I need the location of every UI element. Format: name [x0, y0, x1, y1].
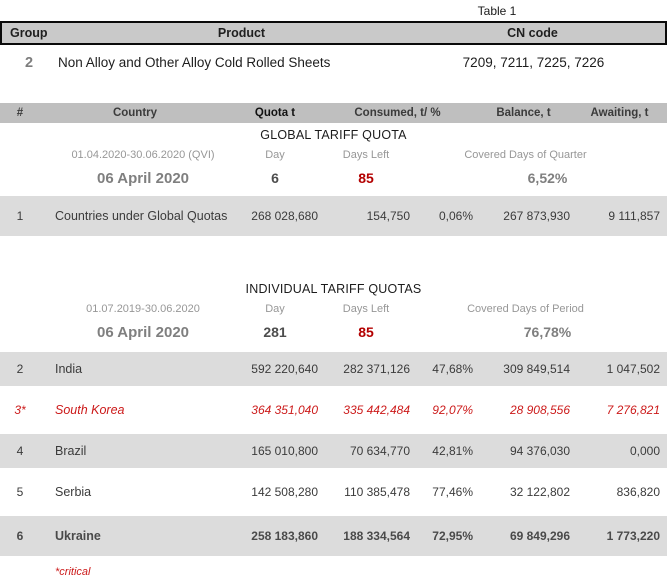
cell-balance: 28 908,556 — [509, 403, 570, 417]
cell-quota: 258 183,860 — [251, 529, 318, 543]
critical-footnote: *critical — [55, 566, 91, 578]
cell-awaiting: 1 047,502 — [606, 362, 660, 376]
cell-balance: 309 849,514 — [503, 362, 570, 376]
cn-codes: 7209, 7211, 7225, 7226 — [462, 55, 605, 70]
product-name: Non Alloy and Other Alloy Cold Rolled Sheets — [58, 55, 331, 70]
header-awaiting: Awaiting, t — [590, 107, 649, 119]
global-rows — [0, 196, 667, 236]
header-num: # — [16, 107, 24, 119]
cell-num: 4 — [16, 444, 24, 458]
table-row — [0, 516, 667, 556]
global-covered-label: Covered Days of Quarter — [464, 149, 587, 161]
individual-period: 01.07.2019-30.06.2020 — [86, 303, 200, 315]
group-number: 2 — [24, 55, 34, 71]
individual-days-left-value: 85 — [358, 324, 374, 340]
table-row — [0, 434, 667, 468]
cell-consumed: 188 334,564 — [343, 529, 410, 543]
cell-country: South Korea — [55, 402, 125, 417]
cell-num: 1 — [16, 209, 24, 223]
individual-covered-label: Covered Days of Period — [467, 303, 584, 315]
individual-covered-value: 76,78% — [523, 324, 572, 340]
global-period-labels — [0, 146, 667, 164]
cell-country: Countries under Global Quotas — [55, 208, 228, 223]
cell-consumed-pct: 77,46% — [432, 485, 473, 499]
cell-awaiting: 9 111,857 — [608, 209, 660, 223]
cell-consumed-pct: 42,81% — [432, 444, 473, 458]
global-day-label: Day — [265, 149, 285, 161]
header-group: Group — [10, 26, 48, 40]
cell-consumed: 154,750 — [366, 209, 410, 223]
individual-period-labels — [0, 300, 667, 318]
cell-balance: 94 376,030 — [509, 444, 570, 458]
cell-num: 6 — [16, 529, 24, 543]
cell-balance: 267 873,930 — [503, 209, 570, 223]
cell-balance: 32 122,802 — [509, 485, 570, 499]
cell-country: Serbia — [55, 484, 92, 499]
individual-day-label: Day — [265, 303, 285, 315]
cell-consumed: 335 442,484 — [343, 403, 410, 417]
global-section-title: GLOBAL TARIFF QUOTA — [260, 127, 407, 142]
quota-table-header — [0, 103, 667, 123]
global-period: 01.04.2020-30.06.2020 (QVI) — [71, 149, 215, 161]
global-days-left-label: Days Left — [342, 149, 390, 161]
global-date: 06 April 2020 — [97, 169, 189, 187]
cell-num: 5 — [16, 485, 24, 499]
cell-awaiting: 0,000 — [629, 444, 660, 458]
individual-rows — [0, 352, 667, 556]
quota-table — [0, 103, 667, 578]
cell-consumed-pct: 92,07% — [432, 403, 473, 417]
header-product: Product — [217, 26, 266, 40]
cell-quota: 142 508,280 — [251, 485, 318, 499]
cell-consumed-pct: 0,06% — [438, 209, 473, 223]
cell-awaiting: 1 773,220 — [606, 529, 660, 543]
global-day-value: 6 — [271, 170, 279, 186]
cell-consumed: 70 634,770 — [349, 444, 410, 458]
product-row — [0, 55, 667, 71]
individual-date: 06 April 2020 — [97, 323, 189, 341]
table-row — [0, 393, 667, 427]
cell-num: 2 — [16, 362, 24, 376]
cell-quota: 592 220,640 — [251, 362, 318, 376]
cell-quota: 364 351,040 — [251, 403, 318, 417]
cell-consumed-pct: 72,95% — [432, 529, 473, 543]
individual-period-values — [0, 318, 667, 346]
cell-country: Brazil — [55, 443, 87, 458]
table-row — [0, 352, 667, 386]
header-country: Country — [112, 107, 158, 119]
individual-section-title: INDIVIDUAL TARIFF QUOTAS — [245, 281, 422, 296]
header-balance: Balance, t — [496, 107, 551, 119]
cell-balance: 69 849,296 — [509, 529, 570, 543]
cell-country: Ukraine — [55, 528, 101, 543]
cell-consumed: 282 371,126 — [343, 362, 410, 376]
individual-day-value: 281 — [263, 324, 287, 340]
cell-awaiting: 7 276,821 — [606, 403, 660, 417]
cell-quota: 268 028,680 — [251, 209, 318, 223]
header-quota: Quota t — [254, 107, 296, 119]
cell-quota: 165 010,800 — [251, 444, 318, 458]
cell-consumed-pct: 47,68% — [432, 362, 473, 376]
individual-days-left-label: Days Left — [342, 303, 390, 315]
table-row — [0, 196, 667, 236]
table-caption: Table 1 — [477, 4, 517, 18]
global-days-left-value: 85 — [358, 170, 374, 186]
group-product-header — [0, 21, 667, 45]
header-consumed: Consumed, t/ % — [354, 107, 441, 119]
cell-awaiting: 836,820 — [616, 485, 660, 499]
global-covered-value: 6,52% — [527, 170, 568, 186]
table-row — [0, 475, 667, 509]
header-cn-code: CN code — [507, 26, 558, 40]
cell-consumed: 110 385,478 — [344, 485, 410, 499]
cell-num: 3* — [14, 403, 26, 417]
cell-country: India — [55, 361, 83, 376]
global-period-values — [0, 164, 667, 192]
